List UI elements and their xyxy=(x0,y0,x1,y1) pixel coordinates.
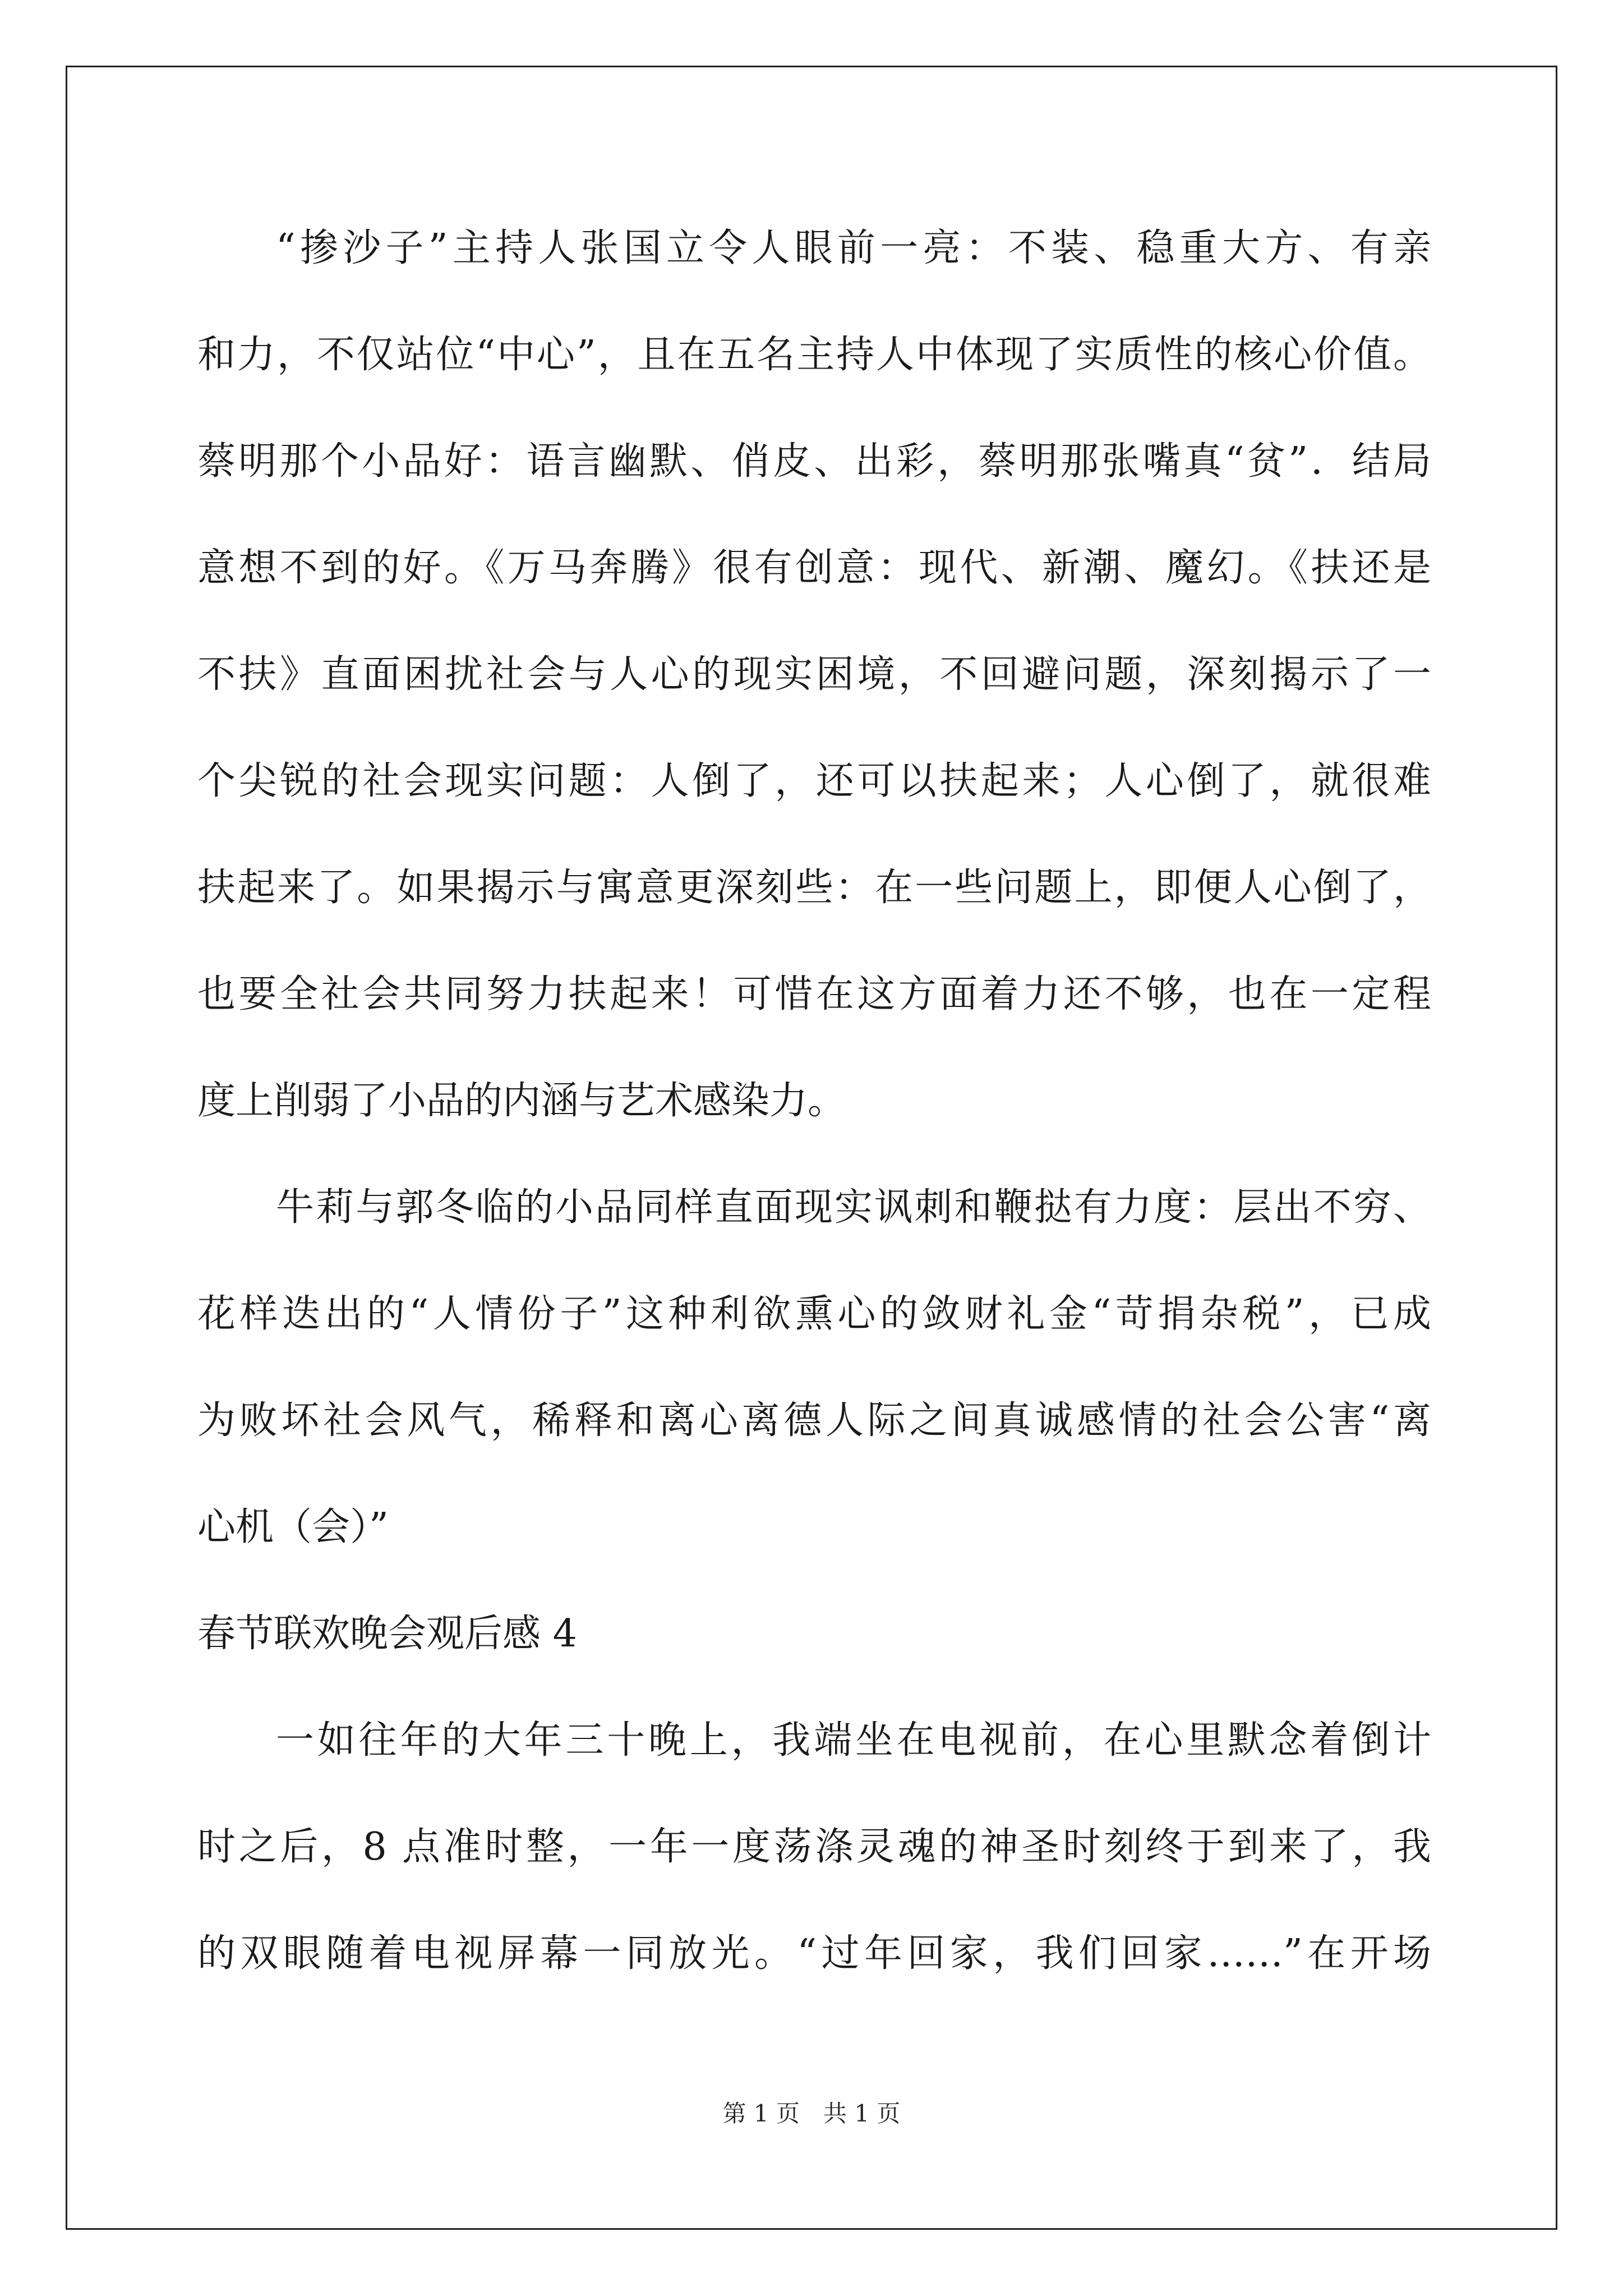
paragraph-line: 蔡明那个小品好：语言幽默、俏皮、出彩，蔡明那张嘴真“贫”．结局 xyxy=(197,439,1431,484)
paragraph-line: 也要全社会共同努力扶起来！可惜在这方面着力还不够，也在一定程 xyxy=(197,972,1431,1016)
paragraph-line: 不扶》直面困扰社会与人心的现实困境，不回避问题，深刻揭示了一 xyxy=(197,652,1431,697)
paragraph-3 xyxy=(197,1704,1431,2024)
document-body xyxy=(197,212,1431,2024)
paragraph-2 xyxy=(197,1171,1431,1598)
paragraph-line: 时之后，8 点准时整，一年一度荡涤灵魂的神圣时刻终于到来了，我 xyxy=(197,1825,1431,1869)
paragraph-line: “掺沙子”主持人张国立令人眼前一亮：不装、稳重大方、有亲 xyxy=(276,226,1431,270)
paragraph-line: 为败坏社会风气，稀释和离心离德人际之间真诚感情的社会公害“离 xyxy=(197,1398,1431,1443)
paragraph-line: 牛莉与郭冬临的小品同样直面现实讽刺和鞭挞有力度：层出不穷、 xyxy=(276,1185,1431,1230)
section-heading: 春节联欢晚会观后感 4 xyxy=(197,1612,577,1656)
paragraph-line: 的双眼随着电视屏幕一同放光。“过年回家，我们回家……”在开场 xyxy=(197,1931,1431,1976)
paragraph-line: 度上削弱了小品的内涵与艺术感染力。 xyxy=(197,1079,846,1123)
paragraph-line: 扶起来了。如果揭示与寓意更深刻些：在一些问题上，即便人心倒了， xyxy=(197,866,1431,910)
paragraph-line: 和力，不仅站位“中心”，且在五名主持人中体现了实质性的核心价值。 xyxy=(197,333,1431,377)
paragraph-line: 个尖锐的社会现实问题：人倒了，还可以扶起来；人心倒了，就很难 xyxy=(197,759,1431,803)
paragraph-line: 心机（会）” xyxy=(197,1505,389,1549)
paragraph-line: 花样迭出的“人情份子”这种利欲熏心的敛财礼金“苛捐杂税”，已成 xyxy=(197,1292,1431,1336)
paragraph-line: 一如往年的大年三十晚上，我端坐在电视前，在心里默念着倒计 xyxy=(276,1718,1431,1763)
paragraph-1 xyxy=(197,212,1431,1171)
paragraph-line: 意想不到的好。《万马奔腾》很有创意：现代、新潮、魔幻。《扶还是 xyxy=(197,546,1431,590)
page-footer: 第 1 页 共 1 页 xyxy=(722,2100,901,2127)
